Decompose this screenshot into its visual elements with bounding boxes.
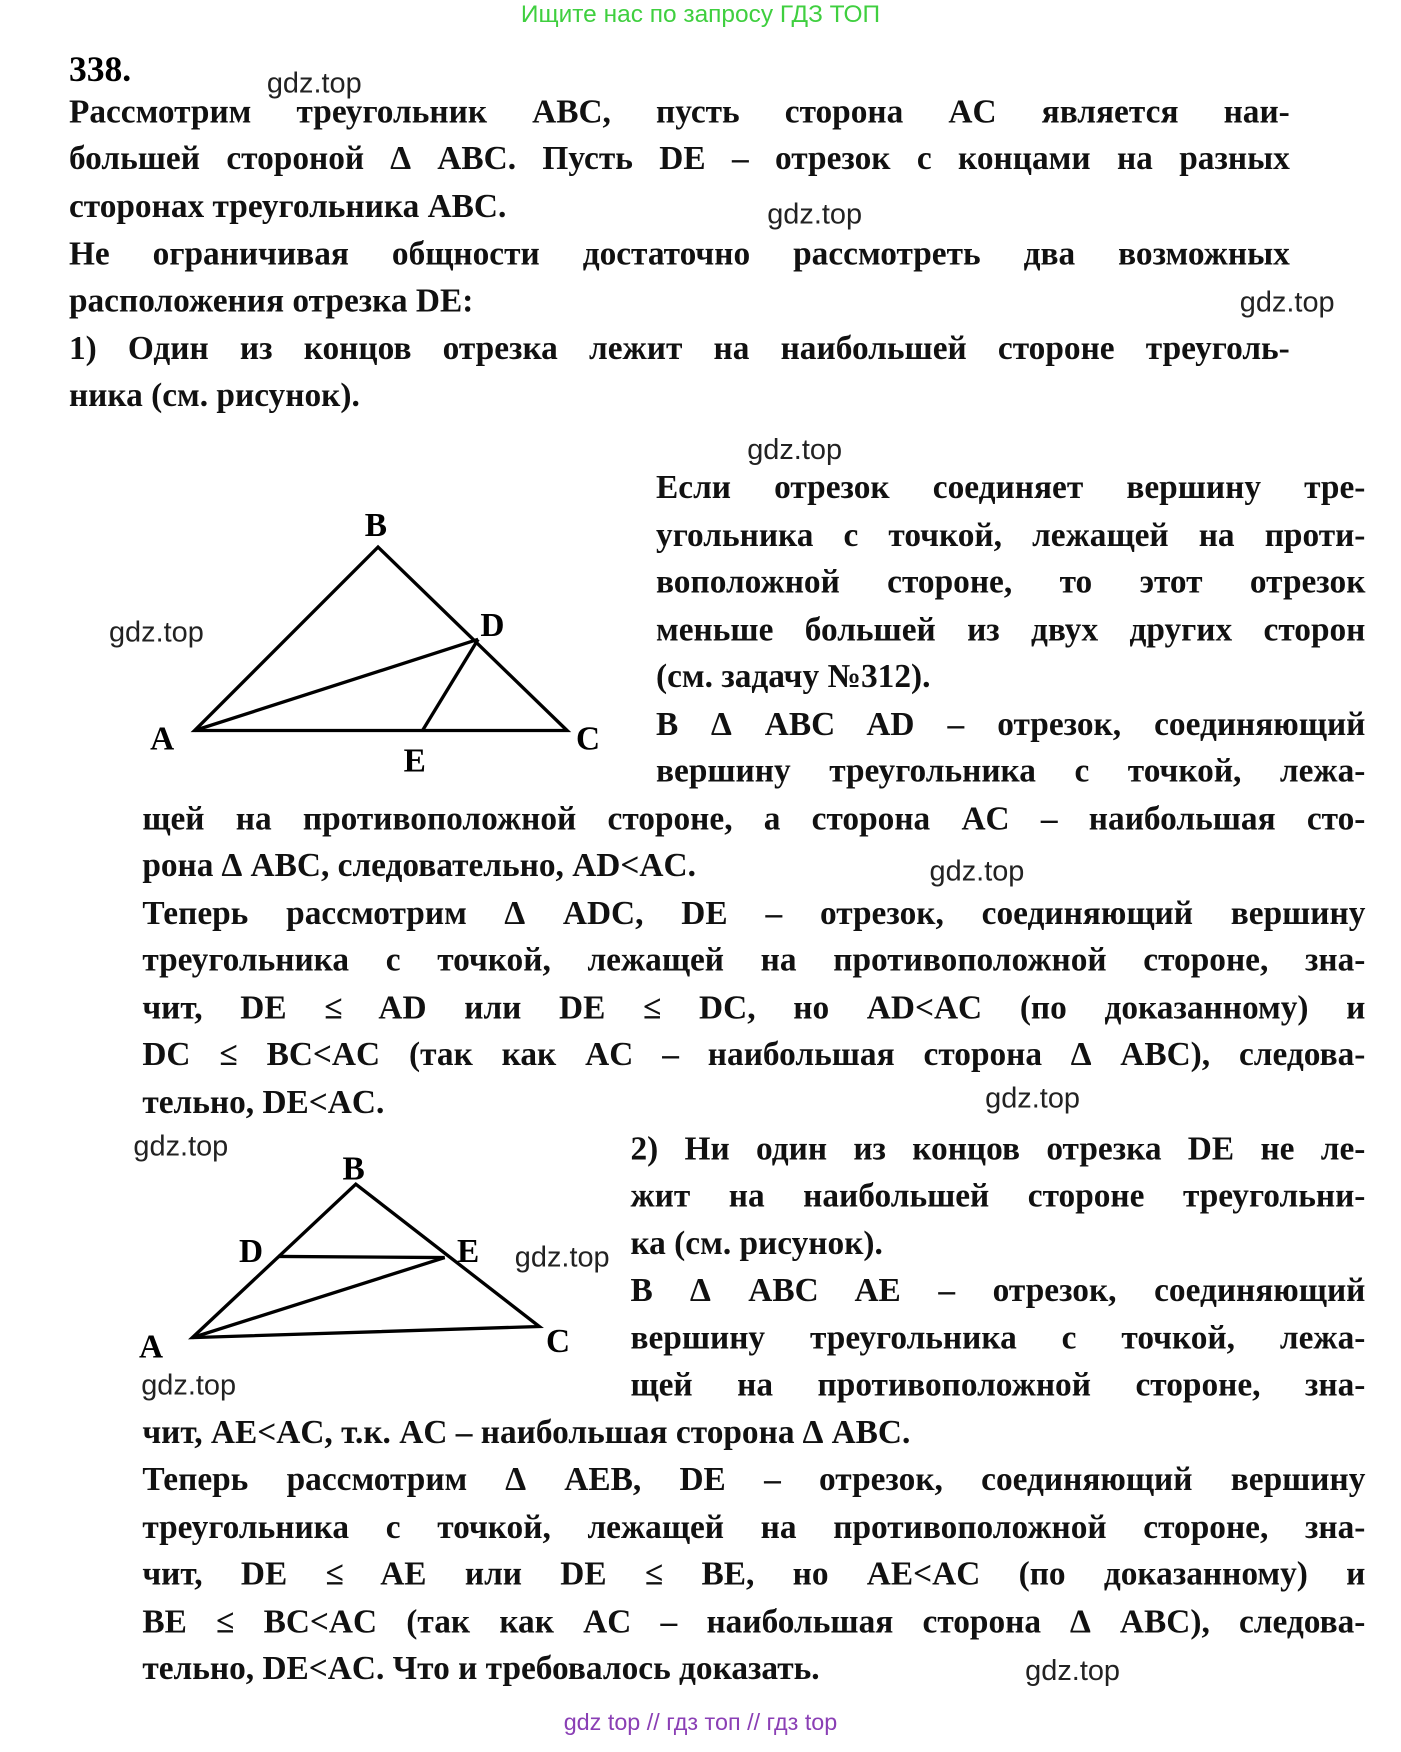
text-line: Если отрезок соединяет вершину тре- (656, 469, 1366, 506)
text-line: 2) Ни один из концов отрезка DE не ле- (630, 1130, 1366, 1168)
watermark: gdz.top (133, 1128, 229, 1162)
label-c: C (545, 1323, 571, 1361)
text-line: сторонах треугольника ABC. (68, 187, 507, 225)
label-d: D (480, 607, 505, 645)
text-line: меньше большей из двух других сторон (656, 611, 1366, 649)
label-d: D (239, 1233, 264, 1271)
watermark: gdz.top (108, 614, 204, 649)
text-line: расположения отрезка DE: (68, 282, 474, 320)
text-line: В ∆ ABC AE – отрезок, соединяющий (630, 1272, 1366, 1309)
label-e: E (403, 742, 426, 780)
text-line: тельно, DE<AC. Что и требовалось доказать. (142, 1650, 820, 1687)
text-line: чит, AE<AC, т.к. AC – наибольшая сторона ∆ ABC. (142, 1414, 911, 1452)
watermark: gdz.top (514, 1239, 610, 1274)
text-line: чит, DE ≤ AD или DE ≤ DC, но AD<AC (по доказанному) и (142, 989, 1366, 1027)
search-banner[interactable]: Ищите нас по запросу ГДЗ ТОП (520, 0, 881, 28)
watermark: gdz.top (767, 196, 863, 231)
text-line: щей на противоположной стороне, зна- (630, 1366, 1366, 1404)
text-line: Не ограничивая общности достаточно рассмотреть два возможных (68, 235, 1290, 273)
text-line: тельно, DE<AC. (142, 1084, 385, 1121)
watermark: gdz.top (266, 65, 362, 99)
text-line: DC ≤ BC<AC (так как AC – наибольшая сторона ∆ ABC), следова- (142, 1036, 1366, 1073)
watermark: gdz.top (141, 1367, 237, 1401)
label-a: A (138, 1328, 164, 1366)
text-line: щей на противоположной стороне, а сторона AC – наибольшая сто- (142, 800, 1366, 838)
text-line: рона ∆ ABC, следовательно, AD<AC. (142, 847, 696, 884)
text-line: воположной стороне, то этот отрезок (656, 563, 1366, 601)
segment-ae (192, 1258, 444, 1338)
footer-links[interactable]: gdz top // гдз топ // гдз top (563, 1710, 838, 1736)
text-line: жит на наибольшей стороне треугольни- (630, 1177, 1366, 1215)
label-b: B (342, 1150, 365, 1188)
watermark: gdz.top (929, 853, 1025, 888)
problem-number: 338. (68, 48, 132, 89)
text-line: (см. задачу №312). (656, 658, 931, 695)
text-line: BE ≤ BC<AC (так как AC – наибольшая сторона ∆ ABC), следова- (142, 1603, 1366, 1641)
watermark: gdz.top (1025, 1653, 1121, 1687)
text-line: В ∆ ABC AD – отрезок, соединяющий (656, 706, 1366, 743)
text-line: треугольника с точкой, лежащей на противоположной стороне, зна- (142, 1508, 1366, 1546)
text-line: большей стороной ∆ ABC. Пусть DE – отрезок с концами на разных (68, 140, 1290, 177)
label-e: E (456, 1233, 480, 1271)
label-b: B (364, 506, 387, 544)
label-c: C (575, 720, 601, 758)
text-line: Теперь рассмотрим ∆ AEB, DE – отрезок, соединяющий вершину (142, 1461, 1366, 1498)
text-line: Теперь рассмотрим ∆ ADC, DE – отрезок, соединяющий вершину (142, 895, 1366, 932)
segment-de (278, 1256, 445, 1257)
text-line: вершину треугольника с точкой, лежа- (656, 752, 1366, 790)
text-line: треугольника с точкой, лежащей на противоположной стороне, зна- (142, 941, 1366, 979)
text-line: угольника с точкой, лежащей на проти- (656, 517, 1366, 554)
watermark: gdz.top (1239, 284, 1335, 319)
text-line: ника (см. рисунок). (68, 376, 360, 414)
watermark: gdz.top (985, 1080, 1080, 1115)
text-line: вершину треугольника с точкой, лежа- (630, 1319, 1366, 1357)
text-line: 1) Один из концов отрезка лежит на наибольшей стороне треуголь- (68, 330, 1290, 367)
label-a: A (150, 720, 175, 758)
text-line: ка (см. рисунок). (630, 1225, 883, 1263)
text-line: чит, DE ≤ AE или DE ≤ BE, но AE<AC (по доказанному) и (142, 1555, 1366, 1593)
triangle-abc (195, 547, 567, 730)
triangle-figure-1 (195, 547, 567, 730)
watermark: gdz.top (747, 432, 843, 466)
text-line: Рассмотрим треугольник ABC, пусть сторона AC является наи- (68, 93, 1290, 131)
segment-ad (195, 639, 479, 730)
